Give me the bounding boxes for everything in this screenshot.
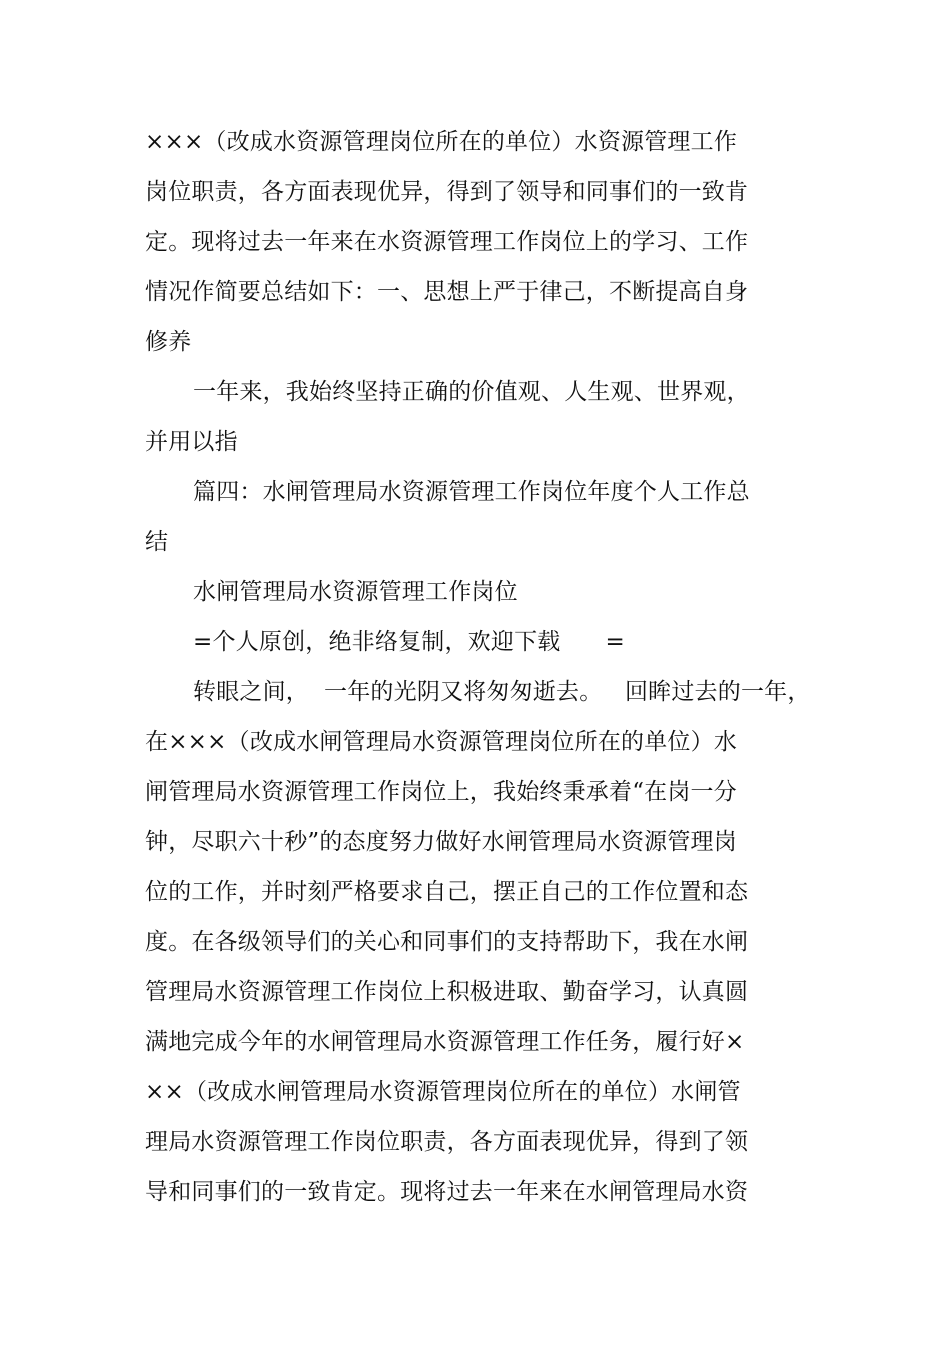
text-line: 定。现将过去一年来在水资源管理工作岗位上的学习、工作 bbox=[145, 229, 749, 255]
text-line: 并用以指 bbox=[145, 429, 238, 455]
text-line: 转眼之间， 一年的光阴又将匆匆逝去。 回眸过去的一年， bbox=[193, 679, 811, 705]
text-line: 情况作简要总结如下：一、思想上严于律己，不断提高自身 bbox=[145, 279, 749, 305]
text-line: 钟，尽职六十秒”的态度努力做好水闸管理局水资源管理岗 bbox=[145, 829, 737, 855]
text-line: 满地完成今年的水闸管理局水资源管理工作任务，履行好× bbox=[145, 1029, 745, 1055]
text-line: 导和同事们的一致肯定。现将过去一年来在水闸管理局水资 bbox=[145, 1179, 749, 1205]
text-line: 管理局水资源管理工作岗位上积极进取、勤奋学习，认真圆 bbox=[145, 979, 749, 1005]
text-line: 一年来，我始终坚持正确的价值观、人生观、世界观， bbox=[193, 379, 750, 405]
doc-title: 水闸管理局水资源管理工作岗位 bbox=[193, 579, 518, 605]
text-line: 位的工作，并时刻严格要求自己，摆正自己的工作位置和态 bbox=[145, 879, 749, 905]
doc-notice: =个人原创，绝非络复制，欢迎下载 = bbox=[193, 629, 626, 655]
text-line: 岗位职责，各方面表现优异，得到了领导和同事们的一致肯 bbox=[145, 179, 749, 205]
text-line: 在×××（改成水闸管理局水资源管理岗位所在的单位）水 bbox=[145, 729, 738, 755]
text-line: 修养 bbox=[145, 329, 192, 355]
text-line: 理局水资源管理工作岗位职责，各方面表现优异，得到了领 bbox=[145, 1129, 749, 1155]
text-line: 度。在各级领导们的关心和同事们的支持帮助下，我在水闸 bbox=[145, 929, 749, 955]
section-heading: 结 bbox=[145, 529, 169, 555]
section-heading: 篇四：水闸管理局水资源管理工作岗位年度个人工作总 bbox=[193, 479, 750, 505]
text-line: ×××（改成水资源管理岗位所在的单位）水资源管理工作 bbox=[145, 129, 738, 155]
text-line: ××（改成水闸管理局水资源管理岗位所在的单位）水闸管 bbox=[145, 1079, 741, 1105]
text-line: 闸管理局水资源管理工作岗位上，我始终秉承着“在岗一分 bbox=[145, 779, 737, 805]
